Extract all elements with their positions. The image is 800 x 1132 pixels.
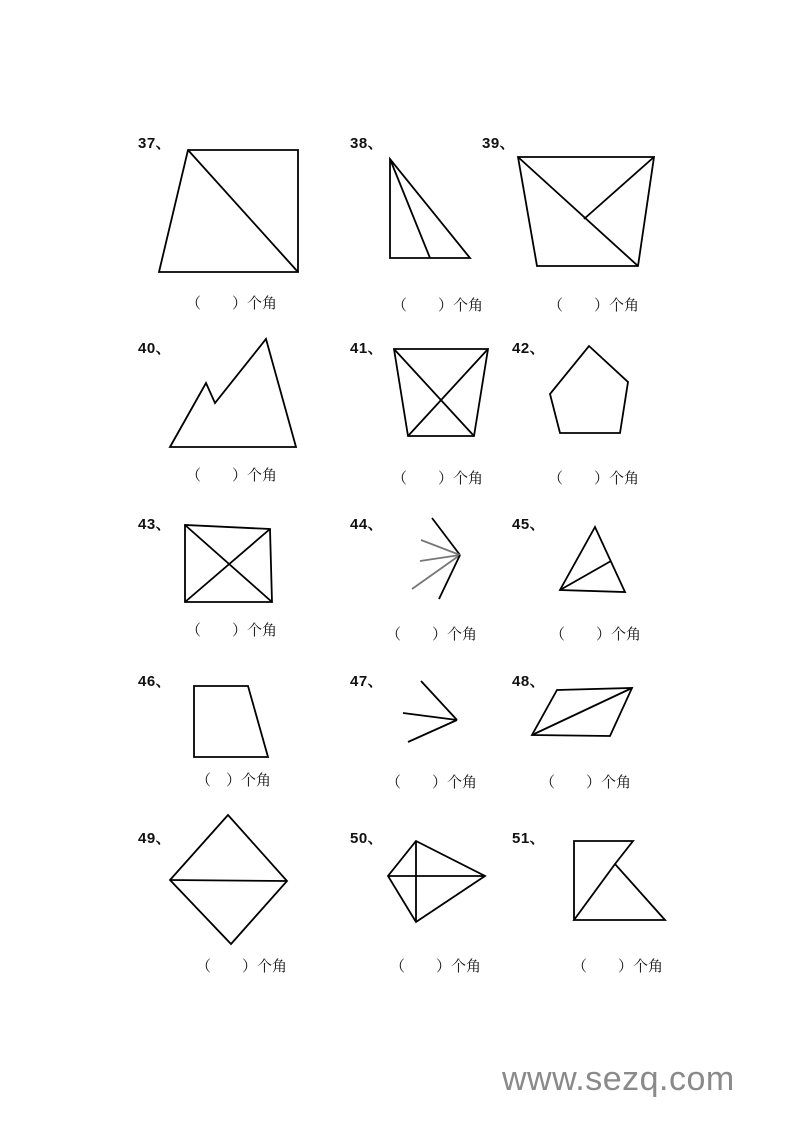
problem-number: 44、 xyxy=(350,516,384,533)
figure-quadrilateral-with-diagonal xyxy=(138,132,378,302)
problem-number: 39、 xyxy=(482,135,516,152)
problem-42 xyxy=(512,337,752,507)
problem-46 xyxy=(138,670,378,840)
answer-blank[interactable]: （ ）个角 xyxy=(540,773,632,791)
problem-number: 51、 xyxy=(512,830,546,847)
answer-blank[interactable]: （ ）个角 xyxy=(196,771,272,789)
answer-blank[interactable]: （ ）个角 xyxy=(548,296,640,314)
problem-number: 48、 xyxy=(512,673,546,690)
problem-39 xyxy=(482,132,722,314)
problem-45 xyxy=(512,513,752,683)
answer-blank[interactable]: （ ）个角 xyxy=(392,469,484,487)
figure-bowtie xyxy=(138,513,378,683)
problem-number: 46、 xyxy=(138,673,172,690)
watermark-text: www.sezq.com xyxy=(502,1060,735,1098)
problem-43 xyxy=(138,513,378,683)
problem-48 xyxy=(512,670,752,840)
problem-51 xyxy=(512,827,752,997)
problem-number: 45、 xyxy=(512,516,546,533)
answer-blank[interactable]: （ ）个角 xyxy=(196,957,288,975)
problem-number: 49、 xyxy=(138,830,172,847)
answer-blank[interactable]: （ ）个角 xyxy=(548,469,640,487)
problem-number: 47、 xyxy=(350,673,384,690)
problem-number: 41、 xyxy=(350,340,384,357)
answer-blank[interactable]: （ ）个角 xyxy=(386,773,478,791)
problem-number: 42、 xyxy=(512,340,546,357)
figure-trapezoid-with-lines xyxy=(482,132,722,302)
answer-blank[interactable]: （ ）个角 xyxy=(550,625,642,643)
figure-right-trapezoid xyxy=(138,670,378,840)
problem-number: 50、 xyxy=(350,830,384,847)
figure-triangle-with-line xyxy=(512,513,752,683)
answer-blank[interactable]: （ ）个角 xyxy=(186,294,278,312)
figure-parallelogram-with-diagonal xyxy=(512,670,752,840)
problem-49 xyxy=(138,827,378,997)
problem-number: 38、 xyxy=(350,135,384,152)
problem-37 xyxy=(138,132,378,312)
answer-blank[interactable]: （ ）个角 xyxy=(572,957,664,975)
answer-blank[interactable]: （ ）个角 xyxy=(390,957,482,975)
answer-blank[interactable]: （ ）个角 xyxy=(186,621,278,639)
problem-number: 37、 xyxy=(138,135,172,152)
problem-number: 40、 xyxy=(138,340,172,357)
problem-40 xyxy=(138,337,378,507)
answer-blank[interactable]: （ ）个角 xyxy=(186,466,278,484)
problem-number: 43、 xyxy=(138,516,172,533)
answer-blank[interactable]: （ ）个角 xyxy=(386,625,478,643)
answer-blank[interactable]: （ ）个角 xyxy=(392,296,484,314)
